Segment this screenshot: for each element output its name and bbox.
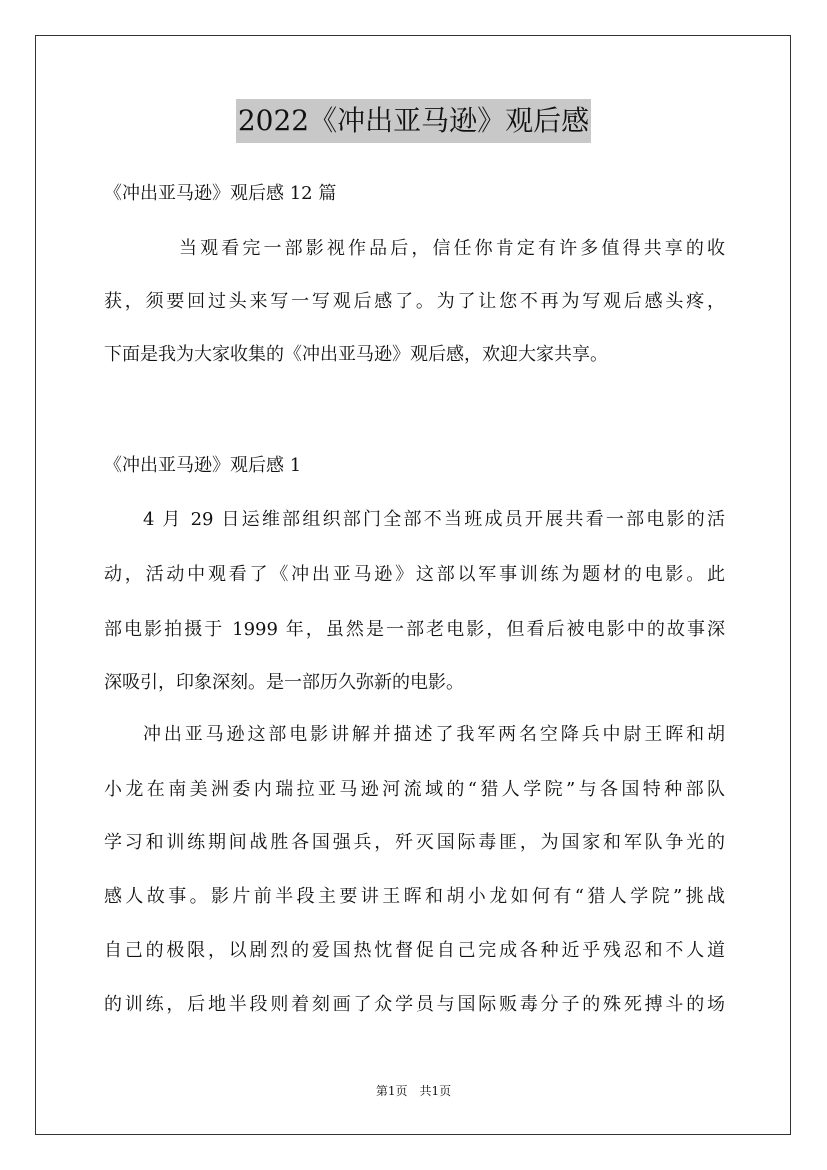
subtitle: 《冲出亚马逊》观后感 12 篇 bbox=[104, 183, 337, 204]
paragraph2-line-4: 感人故事。影片前半段主要讲王晖和胡小龙如何有“猎人学院”挑战 bbox=[104, 886, 725, 907]
paragraph2-line-6: 的训练，后地半段则着刻画了众学员与国际贩毒分子的殊死搏斗的场 bbox=[104, 994, 725, 1015]
document-title: 2022《冲出亚马逊》观后感 bbox=[236, 99, 591, 143]
paragraph1-line-3: 部电影拍摄于 1999 年，虽然是一部老电影，但看后被电影中的故事深 bbox=[104, 619, 725, 640]
paragraph2-line-1: 冲出亚马逊这部电影讲解并描述了我军两名空降兵中尉王晖和胡 bbox=[143, 724, 725, 745]
paragraph2-line-2: 小龙在南美洲委内瑞拉亚马逊河流域的“猎人学院”与各国特种部队 bbox=[104, 779, 725, 800]
intro-line-2: 获，须要回过头来写一写观后感了。为了让您不再为写观后感头疼， bbox=[104, 291, 725, 312]
section-heading: 《冲出亚马逊》观后感 1 bbox=[104, 455, 302, 476]
paragraph2-line-5: 自己的极限，以剧烈的爱国热忱督促自己完成各种近乎残忍和不人道 bbox=[104, 940, 725, 961]
paragraph1-line-2: 动，活动中观看了《冲出亚马逊》这部以军事训练为题材的电影。此 bbox=[104, 564, 725, 585]
intro-line-3: 下面是我为大家收集的《冲出亚马逊》观后感，欢迎大家共享。 bbox=[104, 344, 608, 365]
paragraph1-line-4: 深吸引，印象深刻。是一部历久弥新的电影。 bbox=[104, 672, 464, 693]
intro-line-1: 当观看完一部影视作品后，信任你肯定有许多值得共享的收 bbox=[179, 238, 725, 259]
title-container bbox=[0, 99, 827, 143]
paragraph1-line-1: 4 月 29 日运维部组织部门全部不当班成员开展共看一部电影的活 bbox=[143, 509, 725, 530]
paragraph2-line-3: 学习和训练期间战胜各国强兵，歼灭国际毒匪，为国家和军队争光的 bbox=[104, 832, 725, 853]
page-footer: 第1页 共1页 bbox=[375, 1084, 452, 1098]
